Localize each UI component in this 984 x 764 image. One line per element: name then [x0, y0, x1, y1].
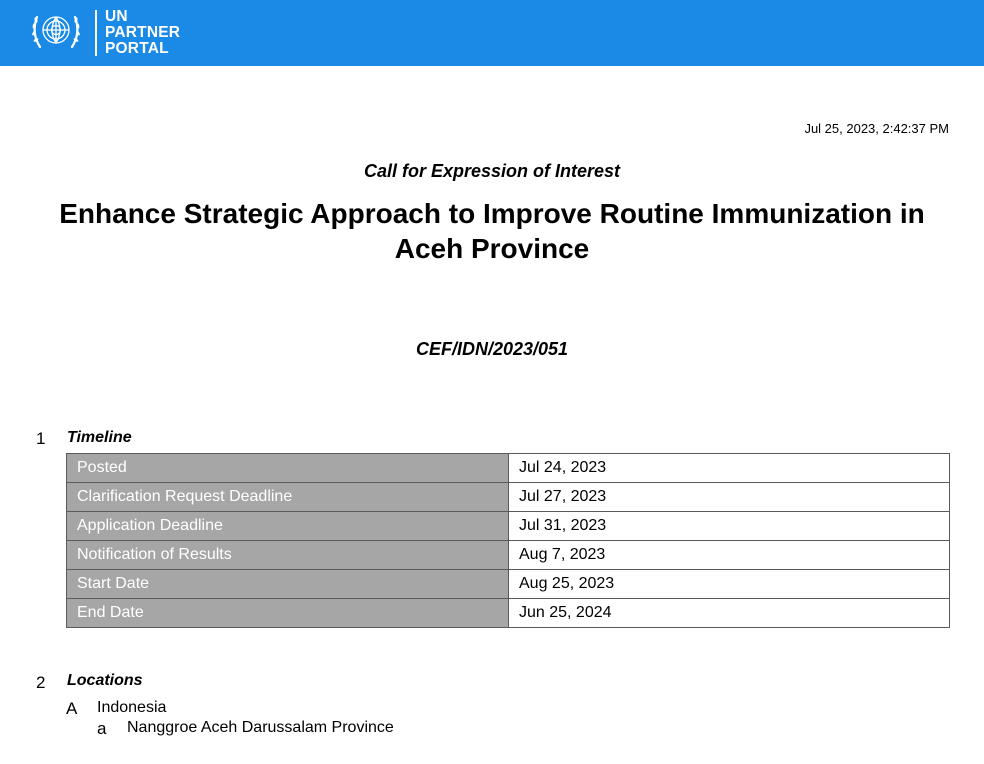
- timeline-label: Start Date: [67, 570, 509, 599]
- timeline-value: Aug 25, 2023: [509, 570, 950, 599]
- location-region: Nanggroe Aceh Darussalam Province: [127, 719, 394, 736]
- timeline-value: Jul 24, 2023: [509, 454, 950, 483]
- timeline-label: Application Deadline: [67, 512, 509, 541]
- table-row: [67, 512, 950, 541]
- section-title-locations: Locations: [67, 672, 143, 689]
- portal-wordmark[interactable]: [105, 9, 180, 57]
- timeline-label: End Date: [67, 599, 509, 628]
- header-bar: [0, 0, 984, 66]
- wordmark-line: UN: [105, 8, 128, 25]
- section-number: 2: [36, 673, 46, 692]
- timeline-value: Jul 27, 2023: [509, 483, 950, 512]
- section-number: 1: [36, 429, 46, 448]
- list-marker: A: [66, 699, 78, 718]
- timeline-value: Jul 31, 2023: [509, 512, 950, 541]
- timeline-label: Notification of Results: [67, 541, 509, 570]
- un-emblem-icon[interactable]: [28, 9, 84, 56]
- timeline-value: Aug 7, 2023: [509, 541, 950, 570]
- timeline-label: Clarification Request Deadline: [67, 483, 509, 512]
- page-title: Enhance Strategic Approach to Improve Routine Immunization in Aceh Province: [59, 198, 925, 264]
- location-country: Indonesia: [97, 699, 167, 716]
- section-title-timeline: Timeline: [67, 429, 132, 446]
- table-row: [67, 541, 950, 570]
- wordmark-line: PARTNER: [105, 24, 181, 41]
- timeline-label: Posted: [67, 454, 509, 483]
- table-row: [67, 570, 950, 599]
- wordmark-line: PORTAL: [105, 40, 169, 57]
- logo-divider: [95, 10, 97, 56]
- table-row: [67, 454, 950, 483]
- table-row: [67, 599, 950, 628]
- list-marker: a: [97, 719, 107, 738]
- table-row: [67, 483, 950, 512]
- reference-number: CEF/IDN/2023/051: [415, 339, 569, 359]
- timeline-table: [66, 453, 950, 628]
- document-type: Call for Expression of Interest: [363, 161, 621, 181]
- print-timestamp: Jul 25, 2023, 2:42:37 PM: [804, 121, 949, 136]
- timeline-value: Jun 25, 2024: [509, 599, 950, 628]
